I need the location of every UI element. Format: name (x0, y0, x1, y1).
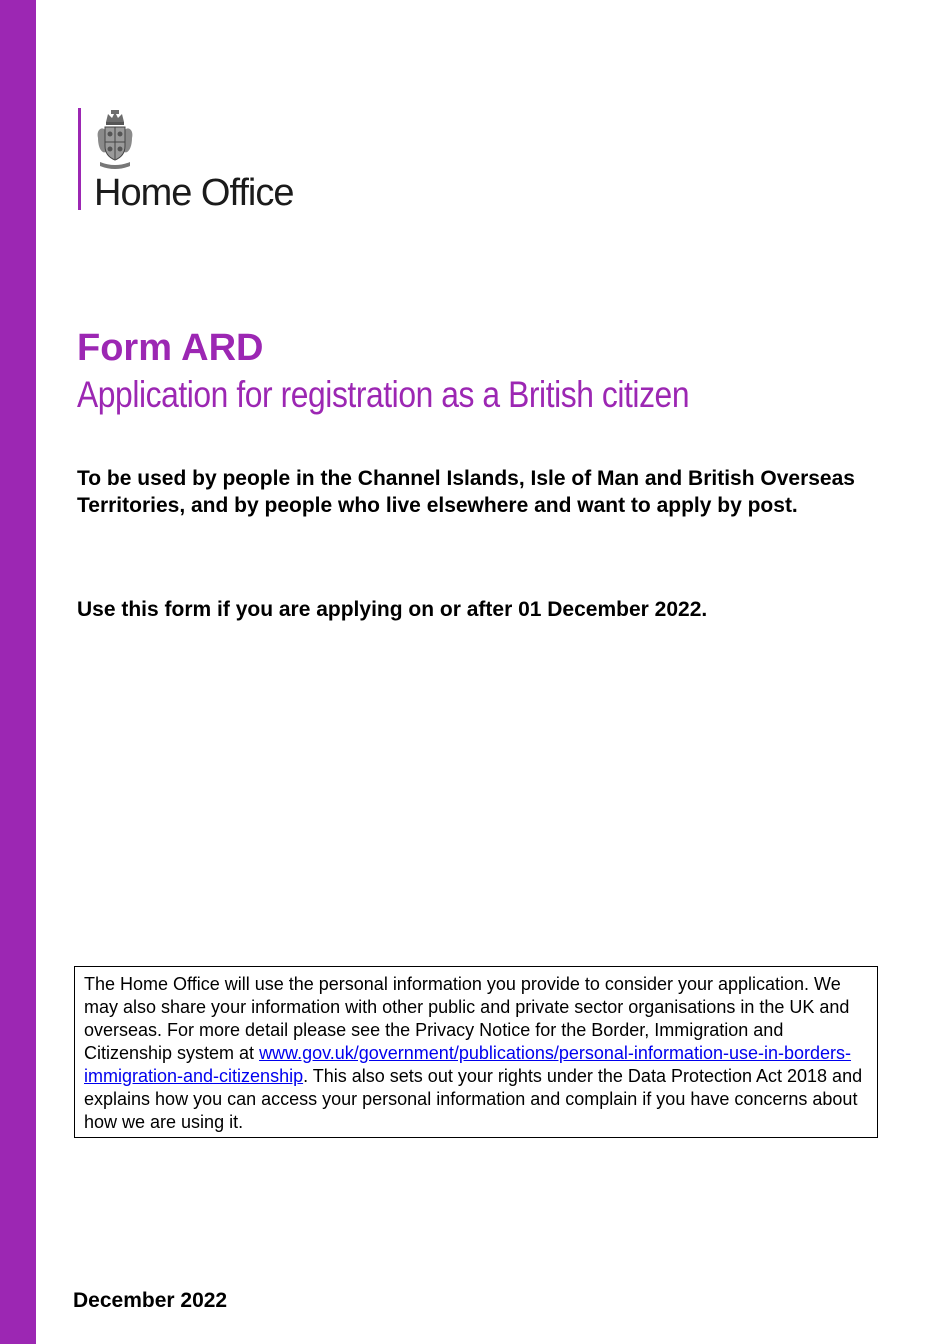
royal-coat-of-arms-icon (94, 108, 136, 174)
logo-wordmark: Home Office (94, 172, 294, 214)
privacy-text-rights: . This also sets out your rights under the Data Protection Act 2018 and explains how you can access your personal information and complain if you have concerns about how we are using it. (84, 1066, 863, 1132)
form-title: Form ARD (77, 327, 264, 369)
privacy-text-intro: The Home Office will use the personal information you provide to consider your application. We may also share your information with other public and private sector organisations in the UK and overseas. For more detail please see the Privacy Notice for the Border, Immigration and Citizenship system at (84, 974, 850, 1063)
eligibility-statement: To be used by people in the Channel Islands, Isle of Man and British Overseas Territories, and by people who live elsewhere and want to apply by post. (77, 467, 855, 517)
publication-date: December 2022 (73, 1289, 228, 1312)
privacy-notice-link[interactable]: www.gov.uk/government/publications/personal-information-use-in-borders-immigration-and-citizenship (84, 1043, 852, 1086)
home-office-logo (78, 108, 338, 212)
logo-divider (78, 108, 81, 210)
form-subtitle: Application for registration as a British citizen (77, 374, 690, 415)
privacy-notice-box (74, 966, 878, 1138)
applicable-date-note: Use this form if you are applying on or after 01 December 2022. (77, 598, 708, 621)
side-accent-bar (0, 0, 36, 1344)
